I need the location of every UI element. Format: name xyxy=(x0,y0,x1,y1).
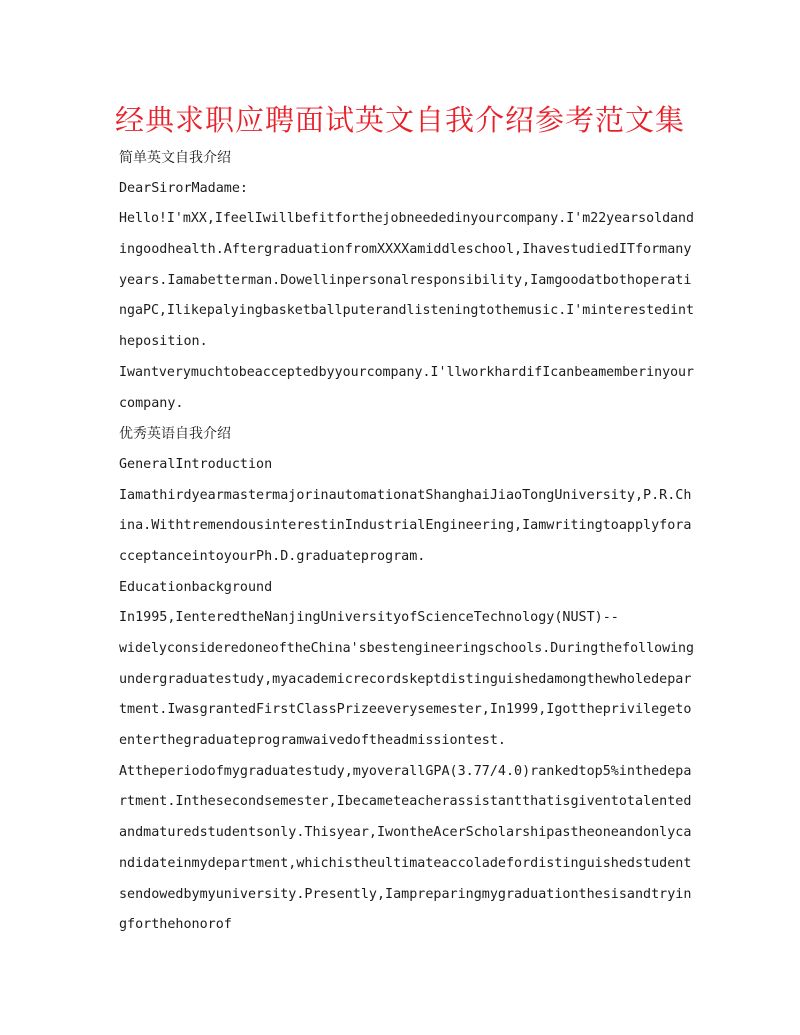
text-line: In1995,IenteredtheNanjingUniversityofScienceTechnology(NUST)-- xyxy=(119,610,619,626)
text-line: ndidateinmydepartment,whichistheultimateaccoladefordistinguishedstudent xyxy=(119,855,692,871)
text-line: sendowedbymyuniversity.Presently,Iampreparingmygraduationthesisandtryin xyxy=(119,886,692,902)
text-line: heposition. xyxy=(119,334,208,350)
text-line: Hello!I'mXX,IfeelIwillbefitforthejobneededinyourcompany.I'm22yearsoldand xyxy=(119,211,695,227)
subheading-general-introduction: GeneralIntroduction xyxy=(119,456,273,472)
text-line: tment.IwasgrantedFirstClassPrizeeverysemester,In1999,Igottheprivilegeto xyxy=(119,702,692,718)
text-line: widelyconsideredoneoftheChina'sbestengineeringschools.Duringthefollowing xyxy=(119,641,695,656)
text-line: years.Iamabetterman.Dowellinpersonalresponsibility,Iamgoodatbothoperati xyxy=(119,272,692,288)
text-line: enterthegraduateprogramwaivedoftheadmissiontest. xyxy=(119,733,506,749)
salutation: DearSirorMadame: xyxy=(119,180,248,196)
section-heading-excellent-intro: 优秀英语自我介绍 xyxy=(119,426,231,443)
text-line: rtment.Inthesecondsemester,Ibecameteacherassistantthatisgiventotalented xyxy=(119,794,692,810)
subheading-education-background: Educationbackground xyxy=(119,579,273,595)
text-line: gforthehonorof xyxy=(119,917,232,933)
text-line: Attheperiodofmygraduatestudy,myoverallGPA(3.77/4.0)rankedtop5%inthedepa xyxy=(119,763,692,779)
text-line: cceptanceintoyourPh.D.graduateprogram. xyxy=(119,548,426,564)
section-heading-simple-intro: 简单英文自我介绍 xyxy=(119,150,231,166)
document-body xyxy=(119,143,694,941)
text-line: IamathirdyearmastermajorinautomationatShanghaiJiaoTongUniversity,P.R.Ch xyxy=(119,487,692,503)
text-line: ingoodhealth.AftergraduationfromXXXXamiddleschool,IhavestudiedITformany xyxy=(119,242,692,258)
text-line: andmaturedstudentsonly.Thisyear,IwontheAcerScholarshipastheoneandonlyca xyxy=(119,825,692,841)
text-line: ngaPC,Ilikepalyingbasketballputerandlisteningtothemusic.I'minterestedint xyxy=(119,303,695,319)
text-line: Iwantverymuchtobeacceptedbyyourcompany.I'llworkhardifIcanbeamemberinyour xyxy=(119,364,695,380)
text-line: undergraduatestudy,myacademicrecordskeptdistinguishedamongthewholedepar xyxy=(119,671,692,687)
document-title: 经典求职应聘面试英文自我介绍参考范文集 xyxy=(114,103,685,137)
text-line: company. xyxy=(119,395,184,411)
text-line: ina.WithtremendousinterestinIndustrialEngineering,Iamwritingtoapplyfora xyxy=(119,518,692,534)
